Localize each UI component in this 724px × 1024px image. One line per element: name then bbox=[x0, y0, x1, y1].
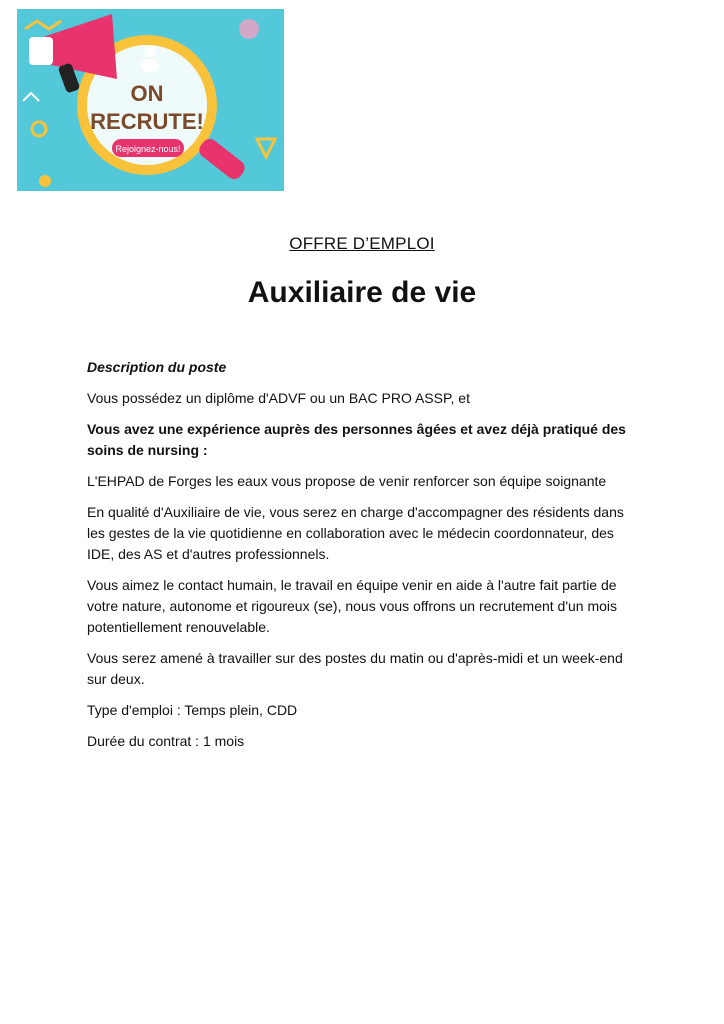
paragraph-diploma: Vous possédez un diplôme d'ADVF ou un BAC PRO ASSP, et bbox=[87, 390, 470, 406]
job-title: Auxiliaire de vie bbox=[247, 276, 477, 309]
recruitment-illustration bbox=[17, 9, 284, 191]
offer-kicker: OFFRE D’EMPLOI bbox=[289, 234, 435, 253]
paragraph-role: En qualité d'Auxiliaire de vie, vous serez en charge d'accompagner des résidents dans les gestes de la vie quotidienne en collaboration avec le médecin coordonnateur, des IDE, des AS et d'autres professionnels. bbox=[87, 504, 624, 562]
paragraph-profile: Vous aimez le contact humain, le travail en équipe venir en aide à l'autre fait partie de votre nature, autonome et rigoureux (se), nous vous offrons un recrutement d'un mois potentiellement renouvelable. bbox=[87, 577, 618, 635]
paragraph-ehpad: L'EHPAD de Forges les eaux vous propose de venir renforcer son équipe soignante bbox=[87, 473, 607, 489]
paragraph-contract-duration: Durée du contrat : 1 mois bbox=[87, 733, 245, 749]
recruitment-banner bbox=[17, 9, 284, 191]
paragraph-experience: Vous avez une expérience auprès des personnes âgées et avez déjà pratiqué des soins de nursing : bbox=[87, 421, 626, 458]
paragraph-employment-type: Type d'emploi : Temps plein, CDD bbox=[87, 702, 298, 718]
paragraph-schedule: Vous serez amené à travailler sur des postes du matin ou d'après-midi et un week-end sur deux. bbox=[87, 650, 623, 687]
banner-line2: RECRUTE! bbox=[90, 109, 204, 134]
banner-pill: Rejoignez-nous! bbox=[115, 144, 181, 154]
job-description bbox=[87, 357, 642, 762]
section-title: Description du poste bbox=[87, 359, 227, 375]
banner-line1: ON bbox=[130, 81, 164, 106]
